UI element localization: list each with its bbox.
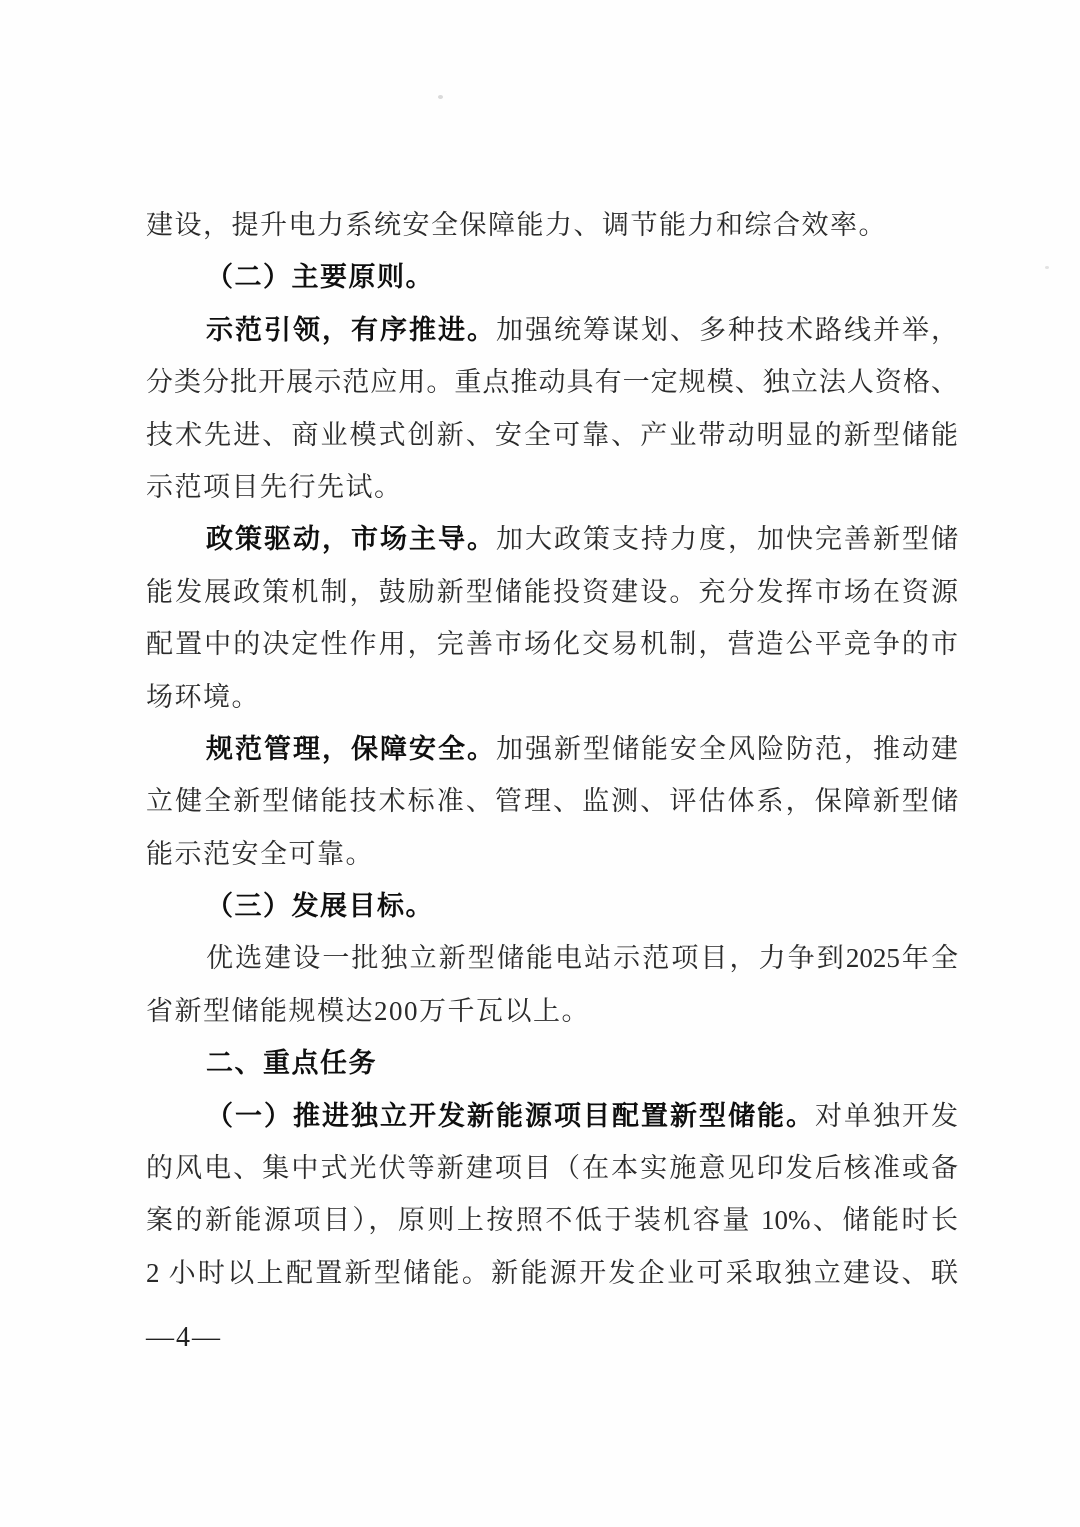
line-text: 2 小时以上配置新型储能。新能源开发企业可采取独立建设、联: [146, 1257, 958, 1288]
bold-lead: （一）推进独立开发新能源项目配置新型储能。: [206, 1100, 815, 1131]
scan-speck: [438, 95, 443, 99]
bold-lead: 政策驱动，市场主导。: [206, 524, 496, 555]
text-block: [146, 199, 958, 1299]
line-text: 配置中的决定性作用，完善市场化交易机制，营造公平竞争的市: [146, 629, 958, 660]
line-text: 的风电、集中式光伏等新建项目（在本实施意见印发后核准或备: [146, 1153, 958, 1184]
line-text: 对单独开发: [815, 1100, 958, 1131]
line-text: 立健全新型储能技术标准、管理、监测、评估体系，保障新型储: [146, 786, 958, 817]
heading-development-goals: [146, 880, 958, 932]
text-line: [146, 618, 958, 670]
line-text: 能发展政策机制，鼓励新型储能投资建设。充分发挥市场在资源: [146, 576, 958, 607]
text-line: [146, 1142, 958, 1194]
line-text: 示范项目先行先试。: [146, 471, 403, 502]
text-line: [146, 1194, 958, 1246]
line-text: 优选建设一批独立新型储能电站示范项目，力争到2025年全: [206, 943, 958, 974]
heading-main-principles: [146, 251, 958, 303]
line-text: 加强新型储能安全风险防范，推动建: [496, 733, 958, 764]
line-text: 建设，提升电力系统安全保障能力、调节能力和综合效率。: [146, 210, 887, 240]
bold-lead: （三）发展目标。: [206, 891, 434, 922]
line-text: 能示范安全可靠。: [146, 838, 374, 869]
bold-lead: 示范引领，有序推进。: [206, 314, 496, 345]
bold-lead: 二、重点任务: [206, 1048, 377, 1079]
text-line: [146, 671, 958, 723]
text-line: [146, 828, 958, 880]
text-line: [146, 932, 958, 984]
bold-lead: （二）主要原则。: [206, 262, 434, 293]
text-line: [146, 1247, 958, 1299]
line-paragraph-continuation: [146, 199, 958, 251]
text-line: [146, 723, 958, 775]
line-text: 技术先进、商业模式创新、安全可靠、产业带动明显的新型储能: [146, 419, 958, 450]
text-line: [146, 775, 958, 827]
text-line: [146, 304, 958, 356]
line-text: 分类分批开展示范应用。重点推动具有一定规模、独立法人资格、: [146, 367, 958, 398]
text-line: [146, 1090, 958, 1142]
heading-key-tasks: [146, 1037, 958, 1089]
line-text: 案的新能源项目），原则上按照不低于装机容量 10%、储能时长: [146, 1205, 958, 1236]
text-line: [146, 356, 958, 408]
line-text: 省新型储能规模达200万千瓦以上。: [146, 995, 590, 1026]
scan-speck: [1045, 266, 1049, 269]
text-line: [146, 461, 958, 513]
line-text: 加强统筹谋划、多种技术路线并举，: [496, 314, 958, 345]
text-line: [146, 985, 958, 1037]
line-text: 加大政策支持力度，加快完善新型储: [496, 524, 958, 555]
bold-lead: 规范管理，保障安全。: [206, 733, 496, 764]
text-line: [146, 513, 958, 565]
line-text: 场环境。: [146, 681, 260, 712]
page-number: —4—: [146, 1322, 222, 1353]
text-line: [146, 409, 958, 461]
text-line: [146, 566, 958, 618]
